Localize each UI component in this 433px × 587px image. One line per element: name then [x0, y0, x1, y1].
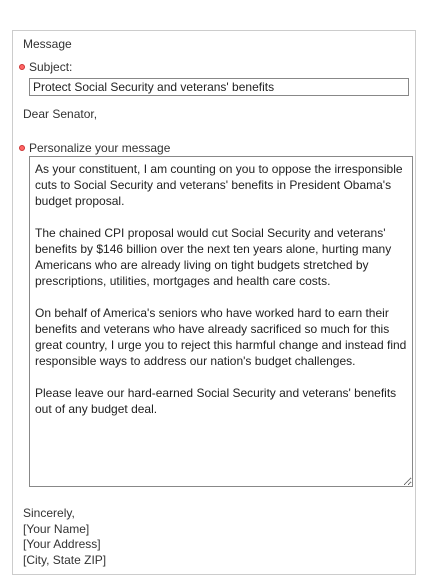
subject-label: Subject: — [29, 60, 73, 74]
fieldset-legend: Message — [23, 37, 72, 51]
closing-name: [Your Name] — [23, 521, 90, 536]
closing-address: [Your Address] — [23, 537, 101, 551]
closing-city: [City, State ZIP] — [23, 552, 107, 567]
message-label: Personalize your message — [29, 141, 171, 155]
subject-input[interactable] — [29, 78, 409, 96]
closing-sincerely: Sincerely, — [23, 506, 75, 520]
greeting-text: Dear Senator, — [23, 107, 98, 121]
closing-block — [23, 506, 106, 568]
subject-required-icon — [19, 64, 25, 70]
message-textarea[interactable] — [29, 156, 413, 487]
message-required-icon — [19, 145, 25, 151]
